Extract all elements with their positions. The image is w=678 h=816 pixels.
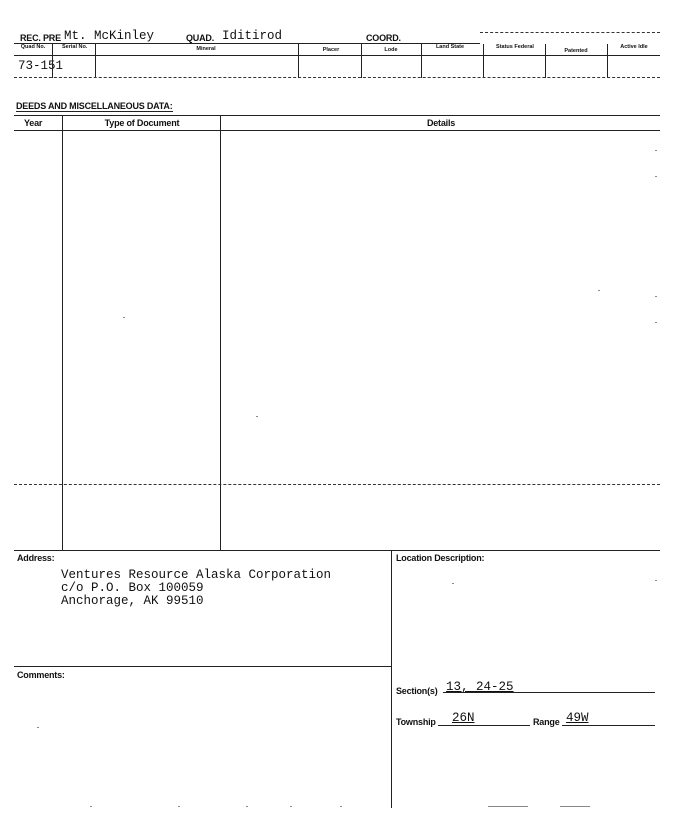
- scan-speck: [246, 806, 248, 807]
- row2-divider: [95, 44, 96, 78]
- comments-top-line: [14, 666, 392, 667]
- scan-speck: [290, 806, 292, 807]
- quad-value[interactable]: Iditirod: [222, 29, 283, 43]
- status-federal-label: Status Federal: [496, 44, 534, 50]
- lode-label: Lode: [384, 47, 398, 53]
- address-line: c/o P.O. Box 100059: [61, 581, 204, 595]
- row2-bottom-dash: [14, 77, 660, 78]
- rec-pre-value[interactable]: Mt. McKinley: [64, 29, 155, 43]
- scan-speck: [123, 317, 125, 318]
- quad-no-label: Quad No.: [20, 44, 46, 50]
- location-description-label: Location Description:: [396, 553, 485, 563]
- serial-no-label: Serial No.: [62, 44, 88, 50]
- deeds-header-line: [14, 130, 660, 131]
- row2-divider: [52, 44, 53, 78]
- col-details-header: Details: [426, 118, 456, 128]
- scan-speck: [655, 296, 657, 297]
- scan-speck: [37, 727, 39, 728]
- township-underline: [438, 725, 530, 726]
- quad-label: QUAD.: [186, 33, 214, 43]
- deeds-dashed-line: [14, 484, 660, 485]
- col-type-header: Type of Document: [104, 118, 180, 128]
- scan-speck: [598, 290, 600, 291]
- scan-speck: [178, 806, 180, 807]
- row2-divider: [483, 44, 484, 78]
- row2-divider: [361, 44, 362, 78]
- scan-speck: [90, 806, 92, 807]
- address-line: Ventures Resource Alaska Corporation: [61, 568, 332, 582]
- placer-label: Placer: [322, 47, 340, 53]
- row2-divider: [607, 44, 608, 78]
- rec-pre-label: REC. PRE: [20, 33, 61, 43]
- township-value[interactable]: 26N: [452, 711, 475, 725]
- comments-label: Comments:: [17, 670, 65, 680]
- address-block[interactable]: [61, 569, 331, 608]
- address-label: Address:: [17, 553, 55, 563]
- row2-divider: [298, 44, 299, 78]
- scan-speck: [655, 150, 657, 151]
- scan-speck: [452, 583, 454, 584]
- address-location-divider: [391, 550, 392, 808]
- scan-speck: [560, 806, 590, 807]
- deeds-section-title: DEEDS AND MISCELLANEOUS DATA:: [16, 101, 173, 111]
- scan-speck: [655, 176, 657, 177]
- land-state-label: Land State: [435, 44, 465, 50]
- range-label: Range: [533, 717, 560, 727]
- col-year-header: Year: [24, 118, 43, 128]
- scan-speck: [488, 806, 528, 807]
- active-idle-label: Active Idle: [620, 44, 648, 50]
- patented-label: Patented: [564, 48, 588, 54]
- deeds-top-line: [14, 115, 660, 116]
- range-underline: [562, 725, 655, 726]
- coord-label: COORD.: [366, 33, 401, 43]
- section-label: Section(s): [396, 686, 438, 696]
- scan-speck: [340, 806, 342, 807]
- mineral-label: Mineral: [196, 46, 216, 52]
- quad-no-value[interactable]: 73-151: [18, 59, 64, 73]
- township-label: Township: [396, 717, 436, 727]
- row2-divider: [545, 44, 546, 78]
- scan-speck: [655, 580, 657, 581]
- scan-speck: [256, 416, 258, 417]
- range-value[interactable]: 49W: [566, 711, 589, 725]
- address-line: Anchorage, AK 99510: [61, 594, 204, 608]
- row2-divider: [421, 44, 422, 78]
- scan-speck: [655, 322, 657, 323]
- row2-header-line: [14, 55, 660, 56]
- header-dash-right: [480, 32, 660, 33]
- address-top-line: [14, 550, 660, 551]
- section-value[interactable]: 13, 24-25: [446, 680, 514, 694]
